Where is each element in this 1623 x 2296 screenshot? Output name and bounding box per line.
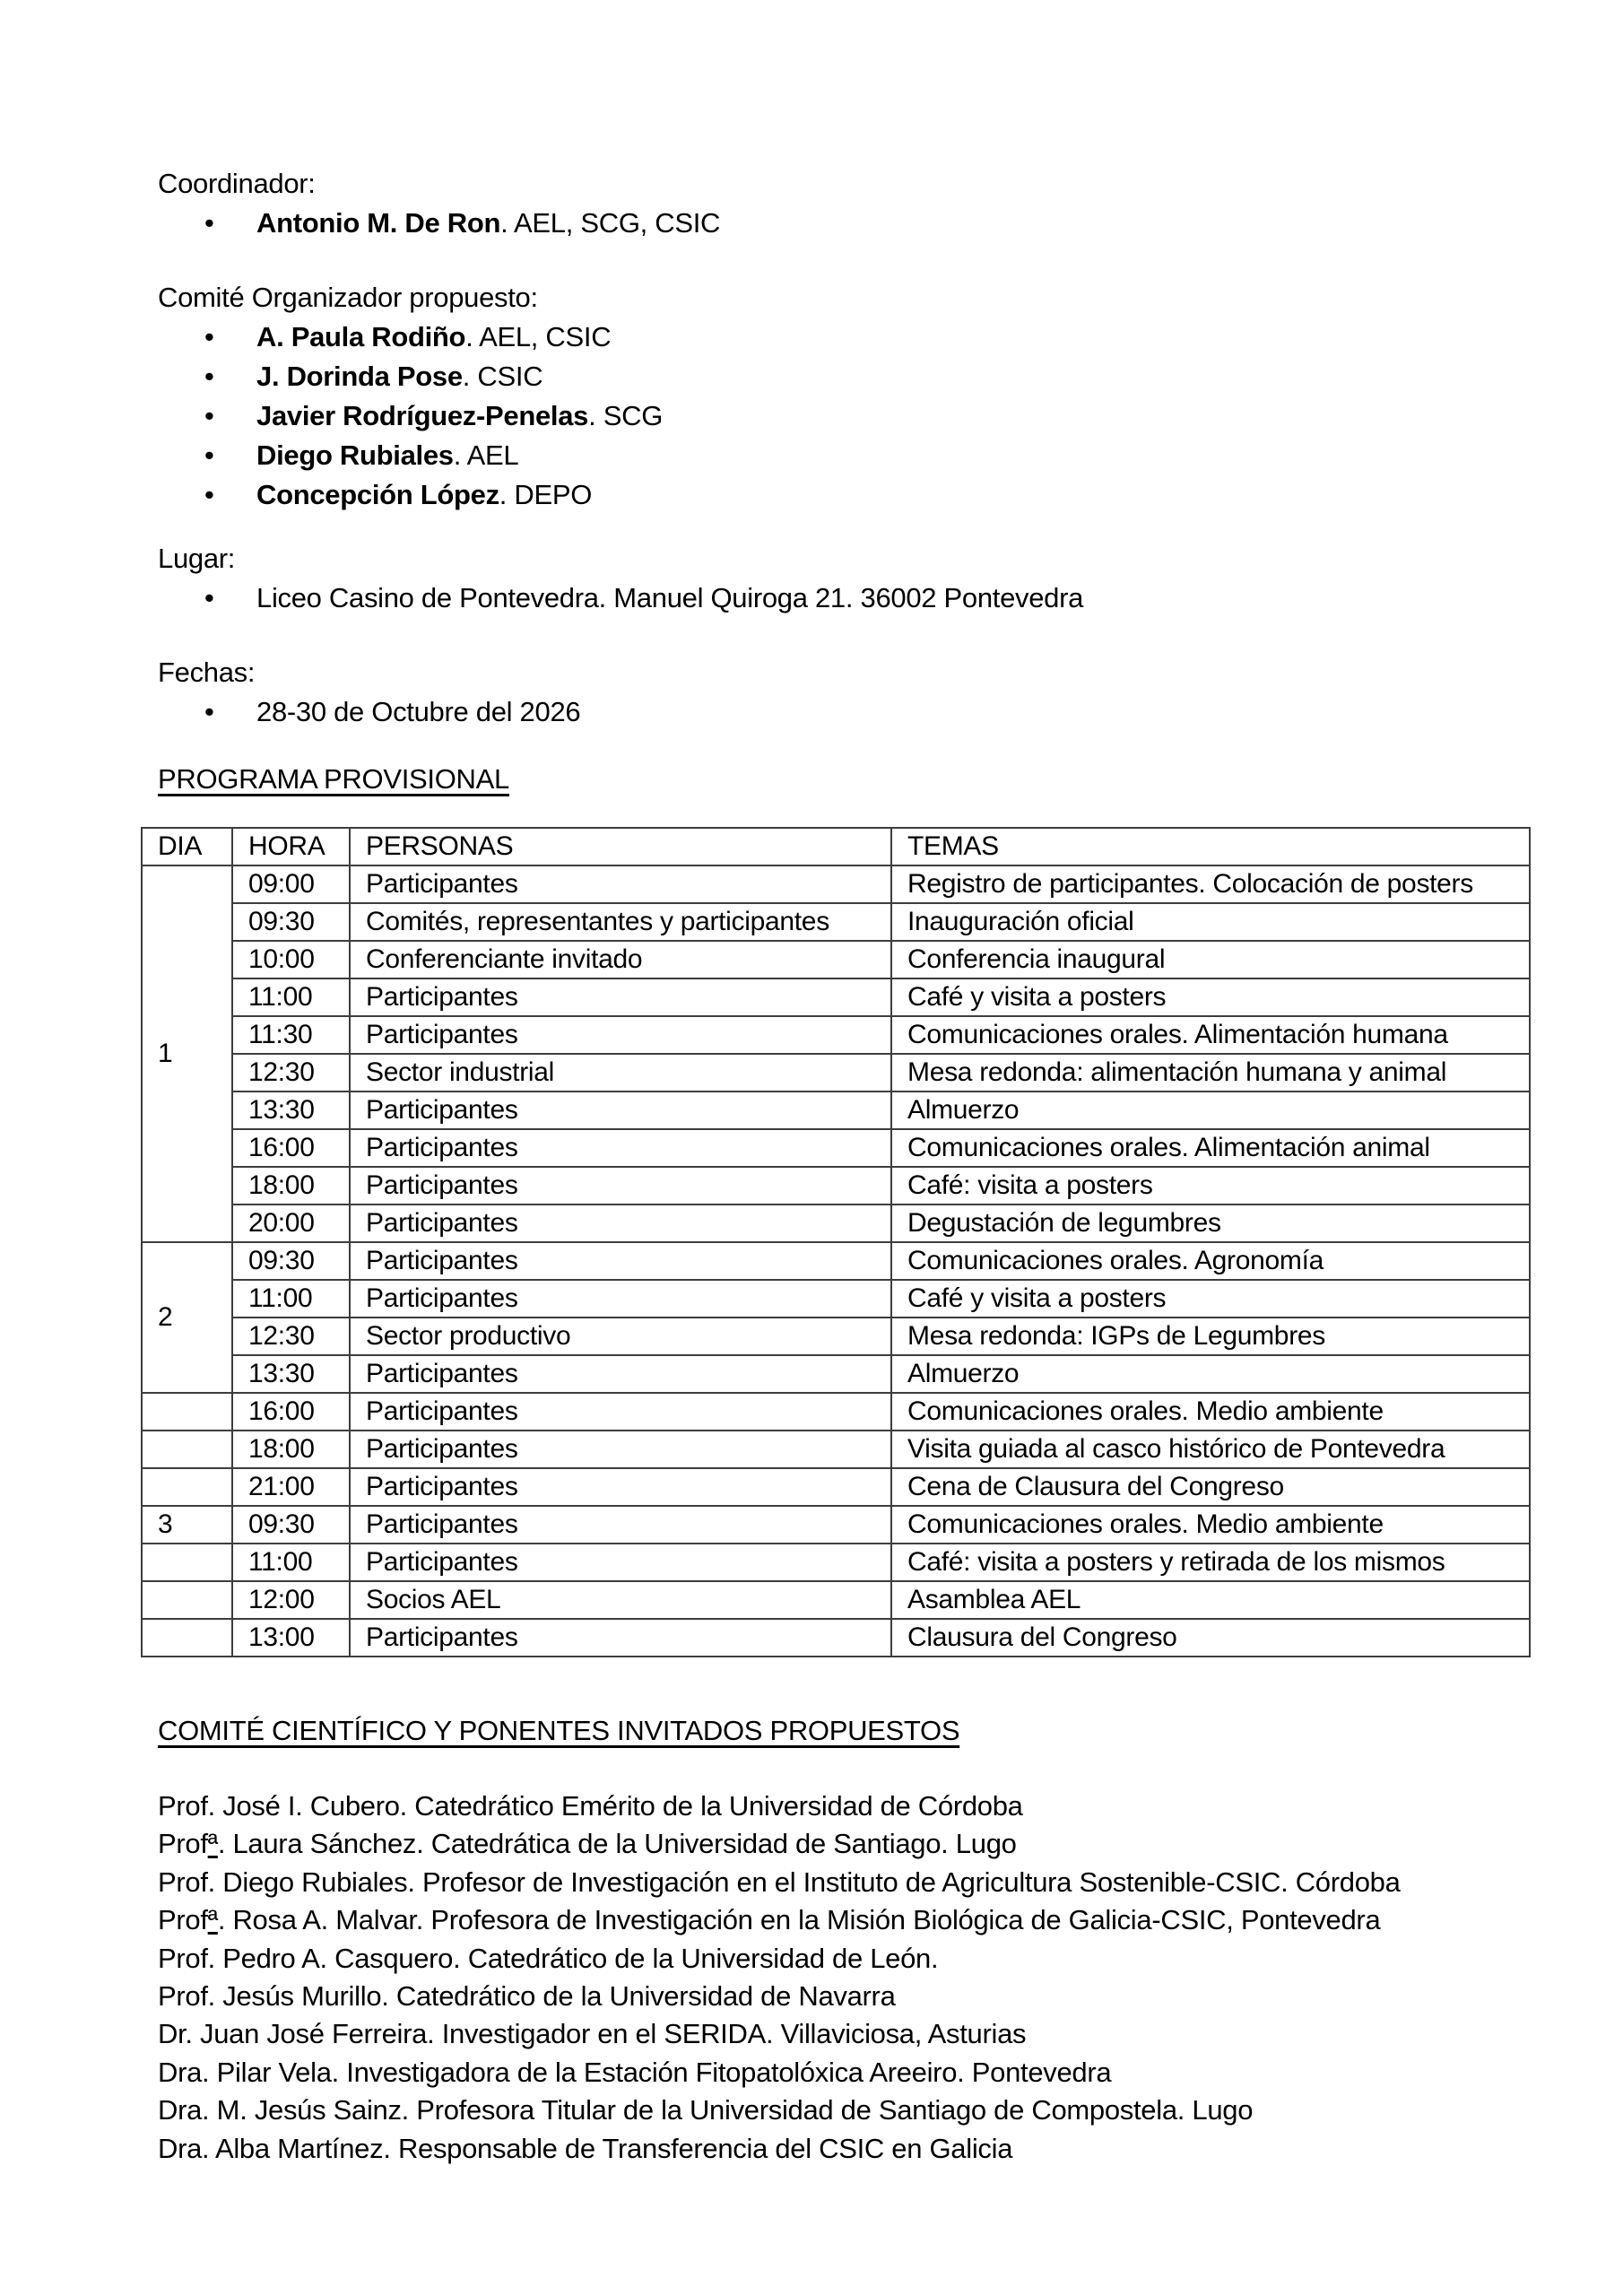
topic-cell: Comunicaciones orales. Agronomía bbox=[891, 1242, 1530, 1280]
bullet-icon: • bbox=[204, 582, 214, 613]
time-cell: 16:00 bbox=[232, 1129, 350, 1167]
day-cell: 1 bbox=[142, 865, 232, 1242]
topic-cell: Registro de participantes. Colocación de posters bbox=[891, 865, 1530, 903]
people-cell: Participantes bbox=[350, 1280, 891, 1318]
time-cell: 20:00 bbox=[232, 1205, 350, 1242]
member-affiliation: . CSIC bbox=[462, 361, 543, 392]
topic-cell: Comunicaciones orales. Medio ambiente bbox=[891, 1393, 1530, 1431]
member-name: J. Dorinda Pose bbox=[256, 361, 463, 392]
header-dia: DIA bbox=[142, 828, 232, 865]
topic-cell: Cena de Clausura del Congreso bbox=[891, 1468, 1530, 1506]
people-cell: Participantes bbox=[350, 1016, 891, 1054]
bullet-icon: • bbox=[204, 207, 214, 239]
people-cell: Sector productivo bbox=[350, 1318, 891, 1355]
people-cell: Participantes bbox=[350, 978, 891, 1016]
program-row bbox=[142, 1431, 1530, 1468]
day-cell bbox=[142, 1468, 232, 1506]
time-cell: 12:30 bbox=[232, 1054, 350, 1091]
topic-cell: Conferencia inaugural bbox=[891, 941, 1530, 978]
topic-cell: Comunicaciones orales. Medio ambiente bbox=[891, 1506, 1530, 1544]
topic-cell: Comunicaciones orales. Alimentación animal bbox=[891, 1129, 1530, 1167]
topic-cell: Café: visita a posters y retirada de los mismos bbox=[891, 1544, 1530, 1581]
program-row bbox=[142, 1091, 1530, 1129]
member-affiliation: . AEL, CSIC bbox=[465, 321, 612, 352]
org-committee-label: Comité Organizador propuesto: bbox=[158, 282, 538, 313]
program-row bbox=[142, 1016, 1530, 1054]
people-cell: Participantes bbox=[350, 1544, 891, 1581]
bullet-icon: • bbox=[204, 696, 214, 727]
place-list bbox=[158, 578, 1623, 618]
place-text: Liceo Casino de Pontevedra. Manuel Quiroga 21. 36002 Pontevedra bbox=[256, 582, 1084, 613]
member-affiliation: . AEL bbox=[453, 439, 519, 471]
program-row bbox=[142, 941, 1530, 978]
topic-cell: Inauguración oficial bbox=[891, 903, 1530, 941]
people-cell: Participantes bbox=[350, 1506, 891, 1544]
people-cell: Participantes bbox=[350, 1091, 891, 1129]
member-affiliation: . DEPO bbox=[499, 479, 593, 510]
dates-text: 28-30 de Octubre del 2026 bbox=[256, 696, 581, 727]
day-cell bbox=[142, 1544, 232, 1581]
topic-cell: Mesa redonda: alimentación humana y animal bbox=[891, 1054, 1530, 1091]
program-row bbox=[142, 865, 1530, 903]
header-hora: HORA bbox=[232, 828, 350, 865]
program-row bbox=[142, 1129, 1530, 1167]
day-cell bbox=[142, 1431, 232, 1468]
program-table-body bbox=[142, 865, 1530, 1657]
time-cell: 11:30 bbox=[232, 1016, 350, 1054]
scientific-member-line: Dra. Pilar Vela. Investigadora de la Estación Fitopatolóxica Areeiro. Pontevedra bbox=[158, 2056, 1112, 2088]
people-cell: Conferenciante invitado bbox=[350, 941, 891, 978]
member-name: Concepción López bbox=[256, 479, 499, 510]
time-cell: 21:00 bbox=[232, 1468, 350, 1506]
topic-cell: Café: visita a posters bbox=[891, 1167, 1530, 1205]
scientific-committee-list bbox=[158, 1787, 1623, 2168]
program-row bbox=[142, 1355, 1530, 1393]
program-row bbox=[142, 1506, 1530, 1544]
bullet-icon: • bbox=[204, 361, 214, 392]
bullet-icon: • bbox=[204, 479, 214, 510]
topic-cell: Visita guiada al casco histórico de Pontevedra bbox=[891, 1431, 1530, 1468]
time-cell: 09:30 bbox=[232, 1242, 350, 1280]
coordinator-name: Antonio M. De Ron bbox=[256, 207, 501, 239]
time-cell: 09:30 bbox=[232, 1506, 350, 1544]
people-cell: Participantes bbox=[350, 1431, 891, 1468]
coordinator-list bbox=[158, 204, 1623, 243]
dates-list bbox=[158, 692, 1623, 732]
topic-cell: Almuerzo bbox=[891, 1355, 1530, 1393]
people-cell: Comités, representantes y participantes bbox=[350, 903, 891, 941]
dates-item bbox=[158, 692, 1623, 732]
day-cell: 3 bbox=[142, 1506, 232, 1544]
scientific-member-line: Prof. José I. Cubero. Catedrático Emérito de la Universidad de Córdoba bbox=[158, 1790, 1023, 1822]
scientific-member-line: Profª. Laura Sánchez. Catedrática de la Universidad de Santiago. Lugo bbox=[158, 1828, 1017, 1860]
program-row bbox=[142, 1318, 1530, 1355]
bullet-icon: • bbox=[204, 439, 214, 471]
org-committee-item bbox=[158, 436, 1623, 475]
program-row bbox=[142, 1468, 1530, 1506]
place-item bbox=[158, 578, 1623, 618]
people-cell: Participantes bbox=[350, 1355, 891, 1393]
day-cell bbox=[142, 1393, 232, 1431]
people-cell: Participantes bbox=[350, 1167, 891, 1205]
time-cell: 13:30 bbox=[232, 1355, 350, 1393]
time-cell: 12:30 bbox=[232, 1318, 350, 1355]
time-cell: 09:00 bbox=[232, 865, 350, 903]
scientific-member-line: Prof. Pedro A. Casquero. Catedrático de la Universidad de León. bbox=[158, 1942, 939, 1974]
org-committee-item bbox=[158, 475, 1623, 515]
program-header-row bbox=[142, 828, 1530, 865]
org-committee-list bbox=[158, 317, 1623, 515]
org-committee-item bbox=[158, 317, 1623, 357]
people-cell: Participantes bbox=[350, 1242, 891, 1280]
scientific-member-line: Prof. Diego Rubiales. Profesor de Investigación en el Instituto de Agricultura Sostenible-CSIC. Córdoba bbox=[158, 1866, 1401, 1898]
place-label: Lugar: bbox=[158, 543, 236, 574]
program-row bbox=[142, 1619, 1530, 1657]
people-cell: Participantes bbox=[350, 1619, 891, 1657]
people-cell: Participantes bbox=[350, 1468, 891, 1506]
program-table-head bbox=[142, 828, 1530, 865]
topic-cell: Almuerzo bbox=[891, 1091, 1530, 1129]
time-cell: 11:00 bbox=[232, 1280, 350, 1318]
member-affiliation: . SCG bbox=[588, 400, 664, 431]
coordinator-item bbox=[158, 204, 1623, 243]
program-row bbox=[142, 903, 1530, 941]
topic-cell: Clausura del Congreso bbox=[891, 1619, 1530, 1657]
people-cell: Participantes bbox=[350, 1129, 891, 1167]
member-name: A. Paula Rodiño bbox=[256, 321, 466, 352]
time-cell: 16:00 bbox=[232, 1393, 350, 1431]
scientific-member-line: Dr. Juan José Ferreira. Investigador en el SERIDA. Villaviciosa, Asturias bbox=[158, 2018, 1027, 2050]
member-name: Diego Rubiales bbox=[256, 439, 454, 471]
scientific-member-line: Dra. M. Jesús Sainz. Profesora Titular de la Universidad de Santiago de Compostela. Lugo bbox=[158, 2094, 1254, 2126]
people-cell: Sector industrial bbox=[350, 1054, 891, 1091]
program-row bbox=[142, 1054, 1530, 1091]
scientific-member-line: Prof. Jesús Murillo. Catedrático de la Universidad de Navarra bbox=[158, 1980, 896, 2013]
program-heading: PROGRAMA PROVISIONAL bbox=[158, 763, 509, 795]
bullet-icon: • bbox=[204, 400, 214, 431]
dates-label: Fechas: bbox=[158, 657, 256, 688]
org-committee-item bbox=[158, 396, 1623, 436]
time-cell: 12:00 bbox=[232, 1581, 350, 1619]
time-cell: 11:00 bbox=[232, 1544, 350, 1581]
topic-cell: Café y visita a posters bbox=[891, 978, 1530, 1016]
time-cell: 18:00 bbox=[232, 1431, 350, 1468]
time-cell: 13:00 bbox=[232, 1619, 350, 1657]
people-cell: Participantes bbox=[350, 1393, 891, 1431]
program-row bbox=[142, 1167, 1530, 1205]
member-name: Javier Rodríguez-Penelas bbox=[256, 400, 589, 431]
people-cell: Participantes bbox=[350, 865, 891, 903]
header-personas: PERSONAS bbox=[350, 828, 891, 865]
time-cell: 11:00 bbox=[232, 978, 350, 1016]
topic-cell: Asamblea AEL bbox=[891, 1581, 1530, 1619]
scientific-member-line: Profª. Rosa A. Malvar. Profesora de Investigación en la Misión Biológica de Galicia-CSIC, Pontevedra bbox=[158, 1904, 1381, 1936]
program-row bbox=[142, 1581, 1530, 1619]
program-row bbox=[142, 1280, 1530, 1318]
coordinator-affiliation: . AEL, SCG, CSIC bbox=[500, 207, 721, 239]
header-temas: TEMAS bbox=[891, 828, 1530, 865]
scientific-member-line: Dra. Alba Martínez. Responsable de Transferencia del CSIC en Galicia bbox=[158, 2132, 1013, 2164]
program-row bbox=[142, 1242, 1530, 1280]
coordinator-label: Coordinador: bbox=[158, 168, 316, 199]
topic-cell: Café y visita a posters bbox=[891, 1280, 1530, 1318]
people-cell: Socios AEL bbox=[350, 1581, 891, 1619]
program-row bbox=[142, 978, 1530, 1016]
program-row bbox=[142, 1205, 1530, 1242]
day-cell bbox=[142, 1619, 232, 1657]
topic-cell: Degustación de legumbres bbox=[891, 1205, 1530, 1242]
day-cell: 2 bbox=[142, 1242, 232, 1393]
scientific-committee-heading: COMITÉ CIENTÍFICO Y PONENTES INVITADOS PROPUESTOS bbox=[158, 1715, 960, 1746]
topic-cell: Mesa redonda: IGPs de Legumbres bbox=[891, 1318, 1530, 1355]
time-cell: 13:30 bbox=[232, 1091, 350, 1129]
time-cell: 10:00 bbox=[232, 941, 350, 978]
org-committee-item bbox=[158, 357, 1623, 396]
program-table bbox=[141, 827, 1531, 1657]
people-cell: Participantes bbox=[350, 1205, 891, 1242]
day-cell bbox=[142, 1581, 232, 1619]
program-row bbox=[142, 1393, 1530, 1431]
time-cell: 18:00 bbox=[232, 1167, 350, 1205]
time-cell: 09:30 bbox=[232, 903, 350, 941]
bullet-icon: • bbox=[204, 321, 214, 352]
topic-cell: Comunicaciones orales. Alimentación humana bbox=[891, 1016, 1530, 1054]
program-row bbox=[142, 1544, 1530, 1581]
